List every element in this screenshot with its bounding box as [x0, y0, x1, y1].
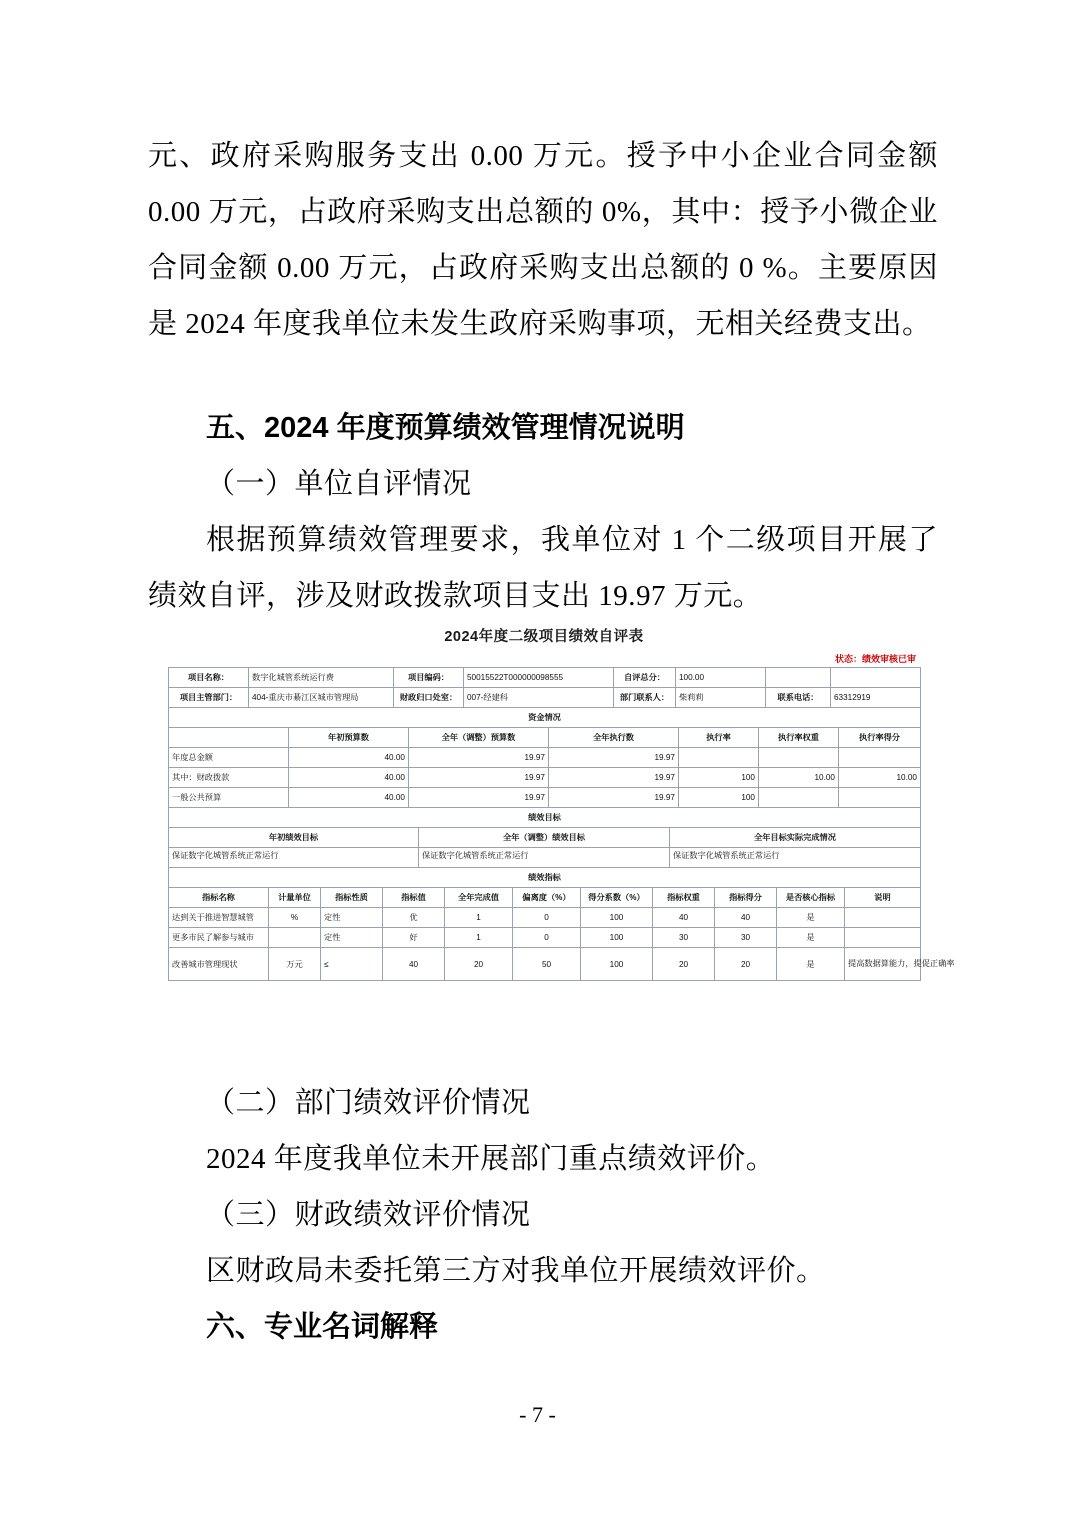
funds-row2-initial: 40.00	[289, 788, 409, 808]
dept-value: 404-重庆市綦江区城市管理局	[249, 688, 394, 708]
ind-col-9: 是否核心指标	[777, 888, 845, 908]
goals-initial-value: 保证数字化城管系统正常运行	[169, 848, 419, 868]
goals-section-title: 绩效目标	[169, 808, 921, 828]
phone-value: 63312919	[831, 688, 921, 708]
form-indicators-table	[168, 887, 955, 981]
heading-section-five: 五、2024 年度预算绩效管理情况说明	[206, 412, 685, 444]
funds-col-4: 执行率	[679, 728, 759, 748]
ind-row1-note	[845, 928, 921, 948]
ind-row1-nature: 定性	[321, 928, 383, 948]
funds-row2-adjusted: 19.97	[409, 788, 549, 808]
indicators-section-title: 绩效指标	[169, 868, 921, 888]
funds-row1-initial: 40.00	[289, 768, 409, 788]
ind-row1-score: 30	[715, 928, 777, 948]
table-header-row	[169, 888, 921, 908]
ind-row1-deviation: 0	[513, 928, 581, 948]
ind-row1-actual: 1	[445, 928, 513, 948]
paragraph-dept-evaluation: 2024 年度我单位未开展部门重点绩效评价。	[206, 1143, 776, 1175]
form-goals-table	[168, 827, 921, 888]
funds-col-2: 全年（调整）预算数	[409, 728, 549, 748]
ind-row0-coefficient: 100	[581, 908, 653, 928]
phone-label: 联系电话：	[766, 688, 831, 708]
finance-value: 007-经建科	[464, 688, 614, 708]
ind-row0-unit: %	[269, 908, 321, 928]
form-basic-info-table	[168, 667, 921, 728]
ind-row0-weight: 40	[653, 908, 715, 928]
table-row	[169, 668, 921, 688]
funds-row0-weight	[759, 748, 839, 768]
funds-row1-weight: 10.00	[759, 768, 839, 788]
funds-row1-executed: 19.97	[549, 768, 679, 788]
empty-value-cell	[831, 668, 921, 688]
table-header-row	[169, 728, 921, 748]
ind-col-5: 偏离度（%）	[513, 888, 581, 908]
funds-row1-rate: 100	[679, 768, 759, 788]
ind-row0-name: 达到关于推进智慧城管	[169, 908, 269, 928]
funds-row0-name: 年度总金额	[169, 748, 289, 768]
ind-row0-core: 是	[777, 908, 845, 928]
funds-col-5: 执行率权重	[759, 728, 839, 748]
ind-col-7: 指标权重	[653, 888, 715, 908]
ind-row0-target: 优	[383, 908, 445, 928]
project-code-label: 项目编码：	[394, 668, 464, 688]
goals-col-0: 年初绩效目标	[169, 828, 419, 848]
table-row	[169, 928, 921, 948]
heading-subsection-three: （三）财政绩效评价情况	[206, 1199, 531, 1231]
contact-value: 柴莉莉	[676, 688, 766, 708]
section-five-block	[148, 400, 938, 624]
paragraph-block-top	[148, 128, 938, 352]
project-name-value: 数字化城管系统运行费	[249, 668, 394, 688]
status-label: 状态：	[834, 654, 862, 664]
ind-row2-deviation: 50	[513, 948, 581, 981]
funds-section-title: 资金情况	[169, 708, 921, 728]
ind-row2-unit: 万元	[269, 948, 321, 981]
goals-adjusted-value: 保证数字化城管系统正常运行	[419, 848, 670, 868]
paragraph-finance-evaluation: 区财政局未委托第三方对我单位开展绩效评价。	[206, 1255, 826, 1287]
ind-row1-target: 好	[383, 928, 445, 948]
form-status	[168, 652, 920, 665]
empty-label-cell	[766, 668, 831, 688]
table-row	[169, 948, 921, 981]
ind-row2-nature: ≤	[321, 948, 383, 981]
goals-col-1: 全年（调整）绩效目标	[419, 828, 670, 848]
page-number: - 7 -	[519, 1402, 556, 1427]
contact-label: 部门联系人：	[614, 688, 676, 708]
ind-row2-score: 20	[715, 948, 777, 981]
funds-row1-name: 其中：财政拨款	[169, 768, 289, 788]
form-title: 2024年度二级项目绩效自评表	[444, 629, 644, 645]
ind-col-10: 说明	[845, 888, 921, 908]
ind-row2-core: 是	[777, 948, 845, 981]
heading-subsection-one: （一）单位自评情况	[206, 468, 472, 500]
ind-col-2: 指标性质	[321, 888, 383, 908]
ind-col-8: 指标得分	[715, 888, 777, 908]
ind-row2-name: 改善城市管理现状	[169, 948, 269, 981]
funds-row1-adjusted: 19.97	[409, 768, 549, 788]
project-code-value: 50015522T000000098555	[464, 668, 614, 688]
self-score-label: 自评总分：	[614, 668, 676, 688]
goals-actual-value: 保证数字化城管系统正常运行	[670, 848, 921, 868]
ind-row1-coefficient: 100	[581, 928, 653, 948]
self-score-value: 100.00	[676, 668, 766, 688]
funds-col-3: 全年执行数	[549, 728, 679, 748]
ind-row2-actual: 20	[445, 948, 513, 981]
funds-row0-initial: 40.00	[289, 748, 409, 768]
ind-row2-note: 提高数据算能力，提促正确率	[845, 948, 921, 981]
table-row	[169, 688, 921, 708]
form-funds-table	[168, 727, 921, 828]
funds-row0-executed: 19.97	[549, 748, 679, 768]
ind-row0-deviation: 0	[513, 908, 581, 928]
table-row	[169, 868, 921, 888]
ind-col-0: 指标名称	[169, 888, 269, 908]
paragraph-procurement: 元、政府采购服务支出 0.00 万元。授予中小企业合同金额 0.00 万元，占政府采购支出总额的 0%，其中：授予小微企业合同金额 0.00 万元，占政府采购支出总额的 0 %。主要原因是 2024 年度我单位未发生政府采购事项，无相关经费支出。	[148, 140, 938, 340]
finance-label: 财政归口处室：	[394, 688, 464, 708]
heading-section-six: 六、专业名词解释	[206, 1311, 439, 1343]
funds-row2-score	[839, 788, 921, 808]
status-value: 绩效审核已审	[861, 654, 916, 664]
funds-row2-weight	[759, 788, 839, 808]
ind-row1-weight: 30	[653, 928, 715, 948]
performance-self-evaluation-form	[168, 625, 955, 981]
paragraph-self-evaluation: 根据预算绩效管理要求，我单位对 1 个二级项目开展了绩效自评，涉及财政拨款项目支出 19.97 万元。	[148, 524, 938, 612]
heading-subsection-two: （二）部门绩效评价情况	[206, 1087, 531, 1119]
table-row	[169, 788, 921, 808]
ind-row0-nature: 定性	[321, 908, 383, 928]
ind-col-3: 指标值	[383, 888, 445, 908]
ind-col-4: 全年完成值	[445, 888, 513, 908]
funds-col-0	[169, 728, 289, 748]
table-header-row	[169, 828, 921, 848]
ind-row1-name: 更多市民了解参与城市	[169, 928, 269, 948]
table-row	[169, 808, 921, 828]
ind-row1-unit	[269, 928, 321, 948]
funds-row0-score	[839, 748, 921, 768]
goals-col-2: 全年目标实际完成情况	[670, 828, 921, 848]
ind-row2-target: 40	[383, 948, 445, 981]
funds-col-1: 年初预算数	[289, 728, 409, 748]
ind-row0-note	[845, 908, 921, 928]
ind-row1-core: 是	[777, 928, 845, 948]
ind-row2-weight: 20	[653, 948, 715, 981]
funds-row2-rate: 100	[679, 788, 759, 808]
funds-row0-adjusted: 19.97	[409, 748, 549, 768]
funds-col-6: 执行率得分	[839, 728, 921, 748]
paragraph-block-bottom	[148, 1075, 938, 1355]
funds-row0-rate	[679, 748, 759, 768]
ind-col-1: 计量单位	[269, 888, 321, 908]
dept-label: 项目主管部门：	[169, 688, 249, 708]
funds-row2-name: 一般公共预算	[169, 788, 289, 808]
ind-col-6: 得分系数（%）	[581, 888, 653, 908]
funds-row2-executed: 19.97	[549, 788, 679, 808]
table-row	[169, 748, 921, 768]
funds-row1-score: 10.00	[839, 768, 921, 788]
ind-row2-coefficient: 100	[581, 948, 653, 981]
table-row	[169, 848, 921, 868]
table-row	[169, 768, 921, 788]
table-row	[169, 708, 921, 728]
ind-row0-actual: 1	[445, 908, 513, 928]
table-row	[169, 908, 921, 928]
ind-row0-score: 40	[715, 908, 777, 928]
project-name-label: 项目名称：	[169, 668, 249, 688]
